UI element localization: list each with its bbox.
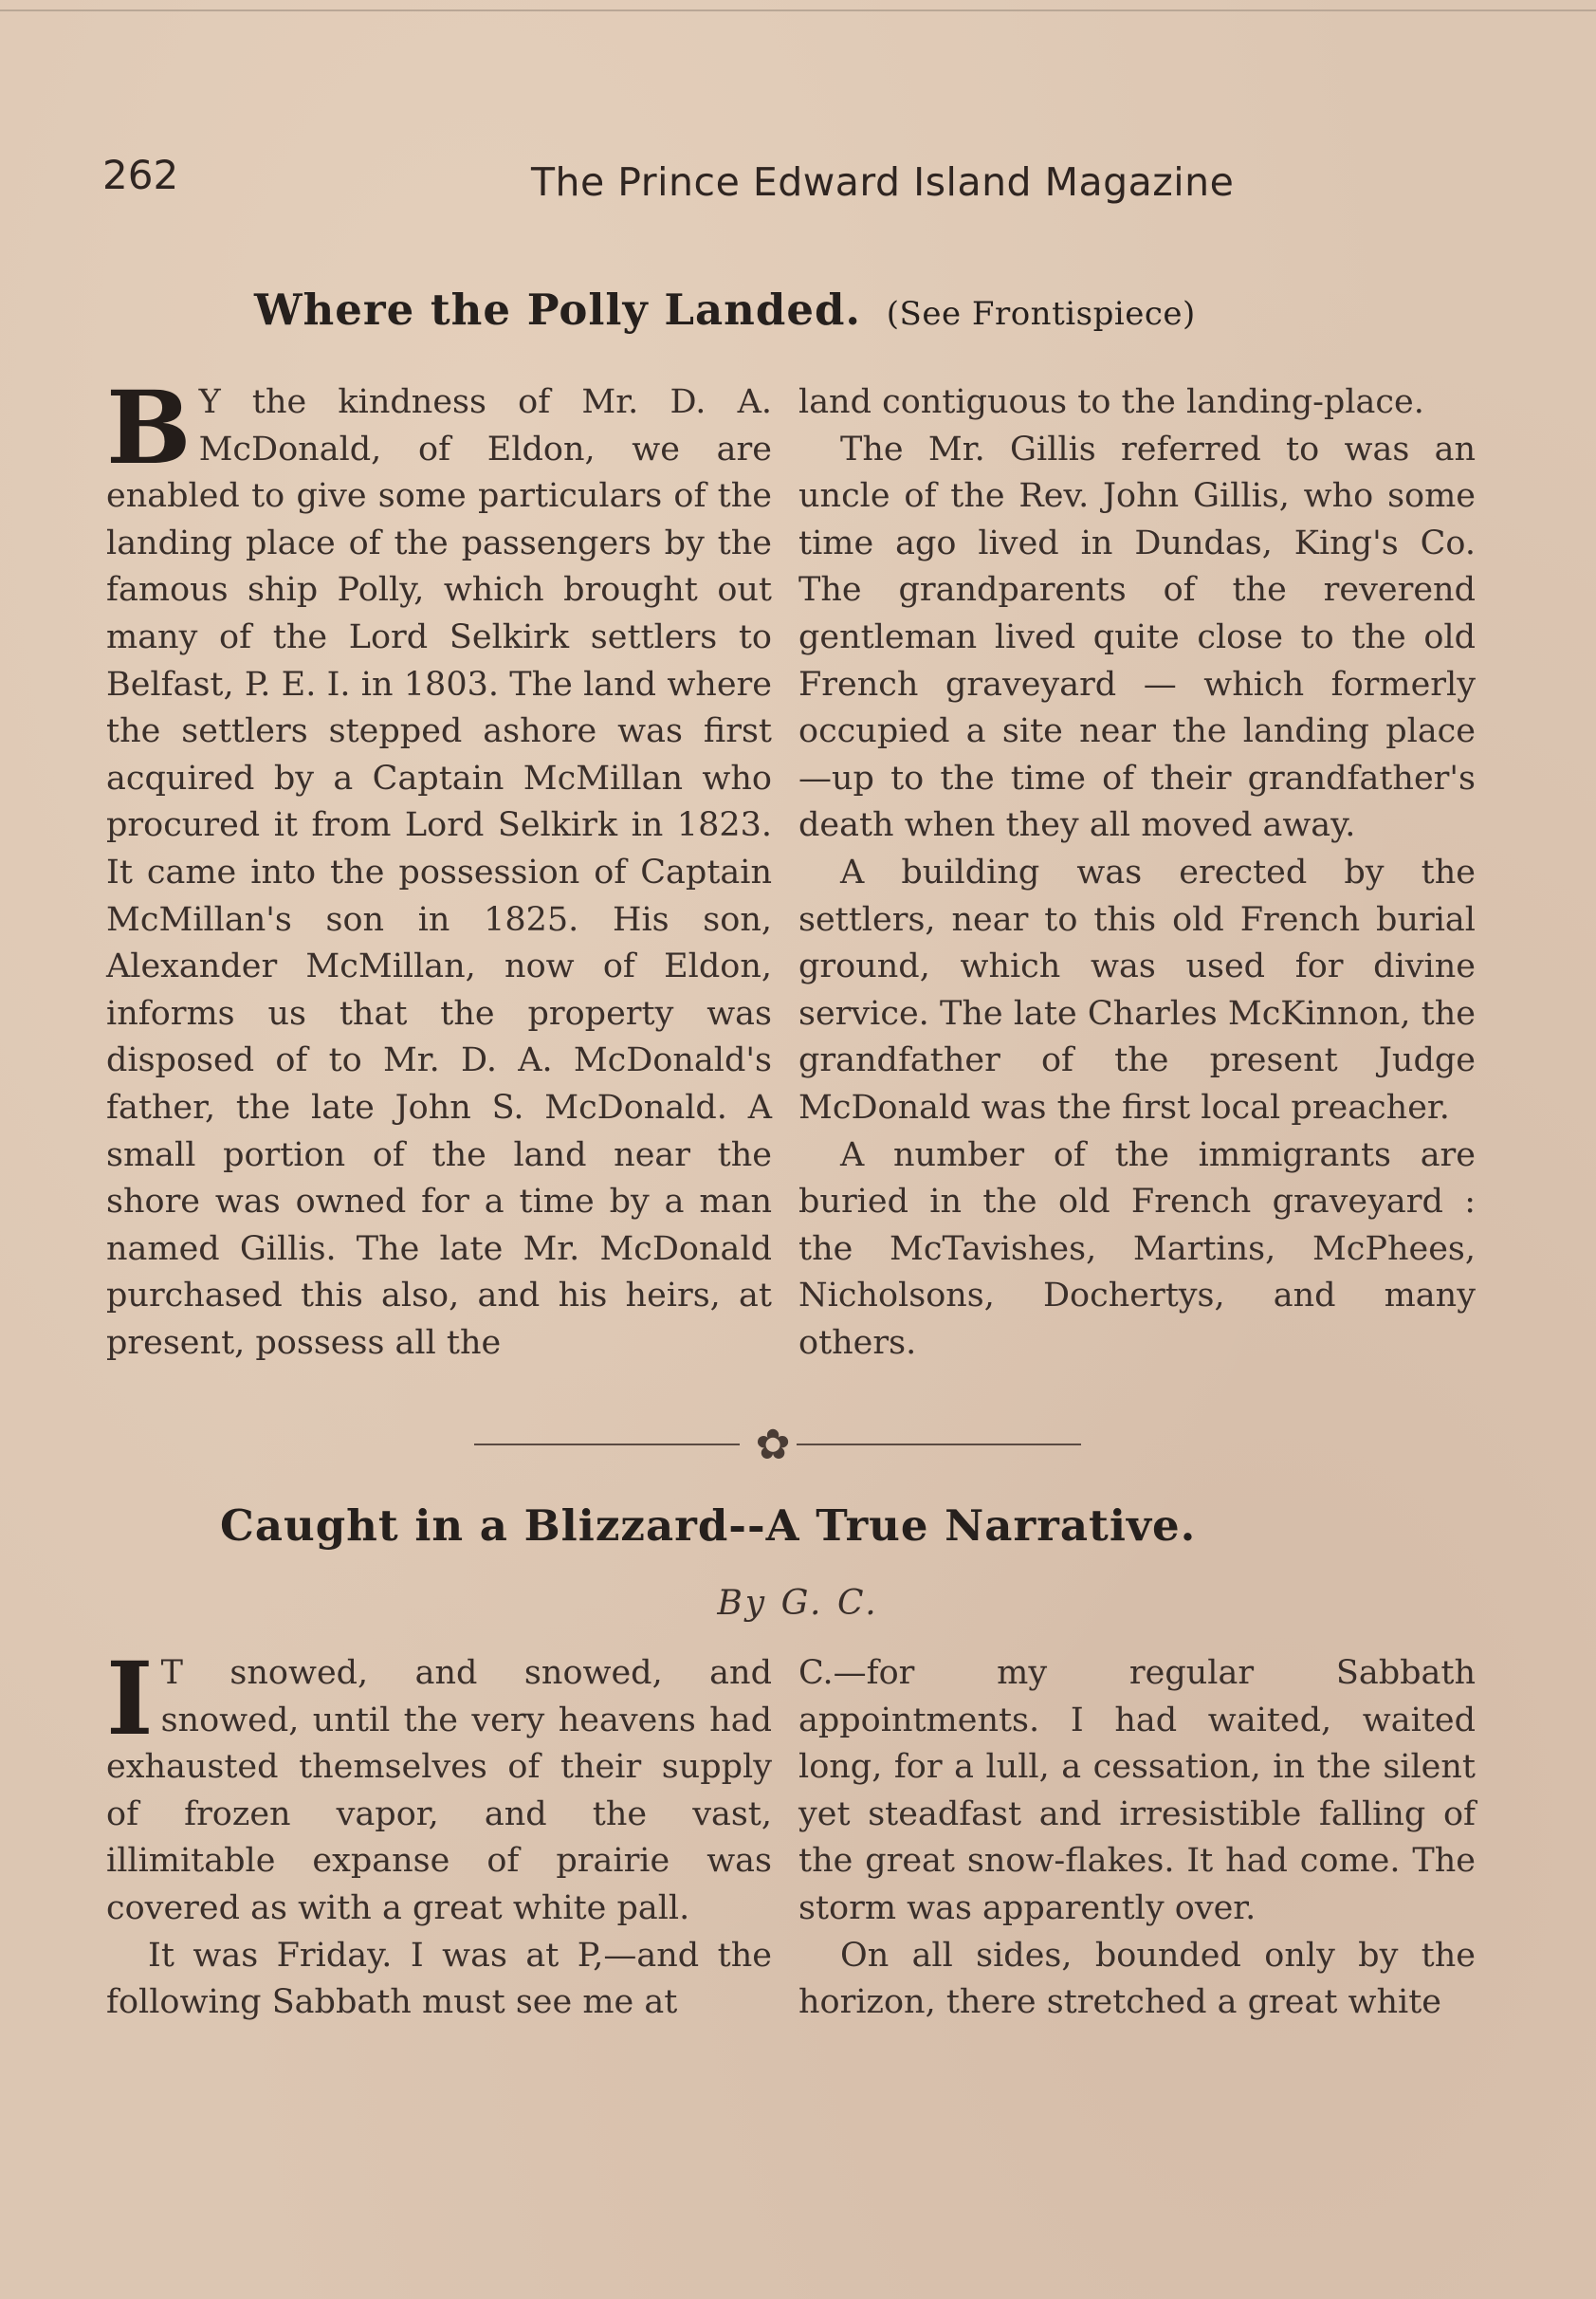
article1-dropcap: B — [106, 368, 192, 487]
top-edge-rule — [0, 9, 1596, 11]
article2-paragraph — [106, 1639, 772, 1933]
article2-paragraph: On all sides, bounded only by the horizon, there stretched a great white — [798, 1936, 1476, 2022]
article1-title: Where the Polly Landed. — [254, 285, 862, 335]
article1-paragraph: A building was erected by the settlers, near to this old French burial ground, which was used for divine service. The late Charles McKinnon, the grandfather of the present Judge McDonald was the first local preacher. — [798, 853, 1476, 1127]
running-head: The Prince Edward Island Magazine — [531, 159, 1235, 205]
article2-column-right — [798, 1650, 1476, 2027]
article2-col1-text: T snowed, and snowed, and snowed, until the very heavens had exhausted themselves of their supply of frozen vapor, and the vast, illimitable expanse of prairie was covered as with a great white pall. — [106, 1654, 772, 1927]
article2-column-left — [106, 1639, 772, 2027]
page-number: 262 — [102, 152, 179, 198]
flower-ornament-icon: ✿ — [755, 1421, 791, 1469]
article1-title-line — [254, 285, 1354, 335]
article2-paragraph: C.—for my regular Sabbath appointments. I had waited, waited long, for a lull, a cessation, in the silent yet steadfast and irresistible falling of the great snow-flakes. It had come. The storm was apparently over. — [798, 1654, 1476, 1927]
article1-column-left — [106, 368, 772, 1367]
article1-paragraph — [106, 368, 772, 1367]
divider-line-left — [474, 1444, 740, 1445]
article1-paragraph: land contiguous to the landing-place. — [798, 383, 1424, 421]
article1-paragraph: A number of the immigrants are buried in the old French graveyard : the McTavishes, Martins, McPhees, Nicholsons, Dochertys, and many others. — [798, 1135, 1476, 1362]
article1-title-note: (See Frontispiece) — [886, 295, 1196, 333]
section-divider — [474, 1419, 1081, 1472]
article1-column-right — [798, 379, 1476, 1367]
article1-col1-text: Y the kindness of Mr. D. A. McDonald, of Eldon, we are enabled to give some particulars of the landing place of the passengers by the famous ship Polly, which brought out many of the Lord Selkirk settlers to Belfast, P. E. I. in 1803. The land where the settlers stepped ashore was first acquired by a Captain McMillan who procured it from Lord Selkirk in 1823. It came into the possession of Captain McMillan's son in 1825. His son, Alexander McMillan, now of Eldon, informs us that the property was disposed of to Mr. D. A. McDonald's father, the late John S. McDonald. A small portion of the land near the shore was owned for a time by a man named Gillis. The late Mr. McDonald purchased this also, and his heirs, at present, possess all the — [106, 383, 772, 1362]
divider-line-right — [797, 1444, 1081, 1445]
article2-paragraph: It was Friday. I was at P,—and the following Sabbath must see me at — [106, 1936, 772, 2022]
article2-byline: By G. C. — [717, 1584, 879, 1623]
article2-dropcap: I — [106, 1639, 154, 1757]
article1-paragraph: The Mr. Gillis referred to was an uncle of the Rev. John Gillis, who some time ago lived in Dundas, King's Co. The grandparents of the reverend gentleman lived quite close to the old French graveyard — which formerly occupied a site near the landing place —up to the time of their grandfather's death when they all moved away. — [798, 430, 1476, 845]
article2-title: Caught in a Blizzard--A True Narrative. — [220, 1500, 1197, 1551]
